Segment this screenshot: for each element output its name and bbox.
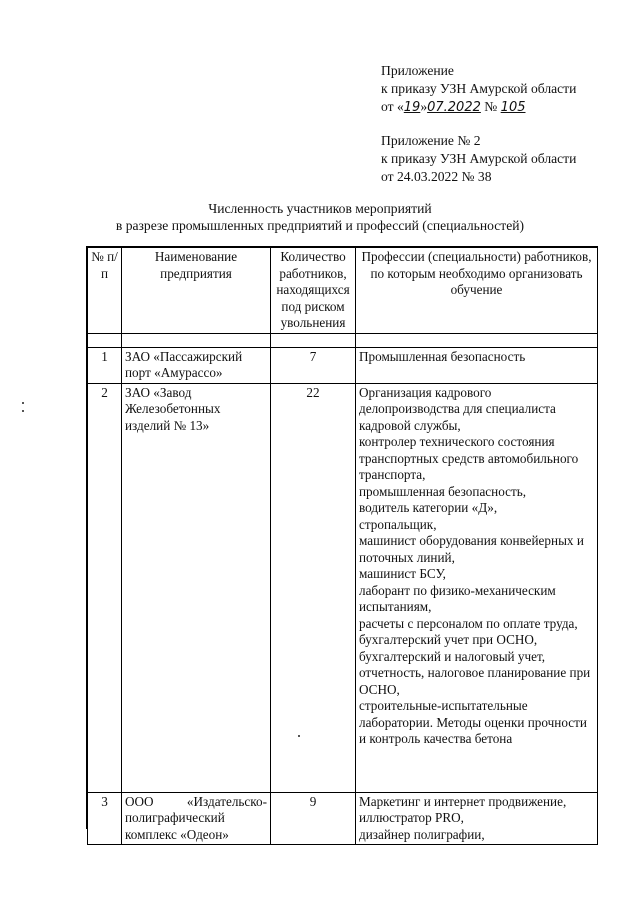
enterprise-name-part2: «Издательско- — [186, 793, 267, 809]
table-header-row — [88, 248, 598, 334]
enterprise-name-rest: полиграфический комплекс «Одеон» — [125, 810, 229, 842]
title-line2: в разрезе промышленных предприятий и профессий (специальностей) — [115, 218, 525, 233]
appendix-1-block — [381, 62, 576, 117]
table-spacer-row — [88, 333, 598, 347]
row-number: 3 — [88, 792, 122, 845]
row-enterprise: ЗАО «Пассажирский порт «Амурассо» — [122, 347, 271, 383]
enterprise-name-part1: ООО — [125, 793, 154, 809]
handwritten-day: 19 — [403, 100, 421, 115]
scan-mark — [22, 402, 24, 404]
table-row — [88, 347, 598, 383]
row-count: 7 — [271, 347, 356, 383]
appendix-2-line2: к приказу УЗН Амурской области — [381, 151, 577, 166]
appendix-1-line1: Приложение — [381, 63, 454, 78]
table-row — [88, 792, 598, 845]
scan-mark — [22, 410, 24, 412]
appendix-2-block — [381, 132, 576, 186]
scan-mark — [298, 735, 300, 737]
row-professions: Организация кадрового делопроизводства для специалиста кадровой службы, контролер технического состояния транспортных средств автомобильного транспорта, промышленная безопасность, водитель категории «Д», стропальщик, машинист оборудования конвейерных и поточных линий, машинист БСУ, лаборант по физико-механическим испытаниям, расчеты с персоналом по оплате труда, бухгалтерский учет при ОСНО, бухгалтерский и налоговый учет, отчетность, налоговое планирование при ОСНО, строительные-испытательные лаборатории. Методы оценки прочности и контроль качества бетона — [356, 383, 598, 792]
row-count: 9 — [271, 792, 356, 845]
handwritten-number: 105 — [500, 100, 526, 115]
header-enterprise: Наименование предприятия — [122, 248, 271, 334]
date-separator: » — [420, 99, 428, 114]
table-row — [88, 383, 598, 792]
appendix-1-date-line — [381, 98, 576, 117]
document-title — [100, 200, 540, 234]
appendix-1-line2: к приказу УЗН Амурской области — [381, 81, 577, 96]
header-number: № п/п — [88, 248, 122, 334]
header-count: Количество работников, находящихся под риском увольнения — [271, 248, 356, 334]
row-professions: Маркетинг и интернет продвижение, иллюстратор PRO, дизайнер полиграфии, — [356, 792, 598, 845]
enterprise-first-line — [125, 794, 267, 811]
row-professions: Промышленная безопасность — [356, 347, 598, 383]
row-number: 1 — [88, 347, 122, 383]
header-professions: Профессии (специальности) работников, по которым необходимо организовать обучение — [356, 248, 598, 334]
appendix-2-line1: Приложение № 2 — [381, 133, 481, 148]
title-line1: Численность участников мероприятий — [208, 201, 432, 216]
participants-table — [87, 247, 598, 845]
number-prefix: № — [484, 99, 498, 114]
date-prefix: от « — [381, 99, 404, 114]
handwritten-month-year: 07.2022 — [427, 100, 481, 115]
row-enterprise — [122, 792, 271, 845]
row-number: 2 — [88, 383, 122, 792]
participants-table-wrapper — [86, 246, 598, 842]
row-enterprise: ЗАО «Завод Железобетонных изделий № 13» — [122, 383, 271, 792]
row-count: 22 — [271, 383, 356, 792]
appendix-2-line3: от 24.03.2022 № 38 — [381, 169, 492, 184]
